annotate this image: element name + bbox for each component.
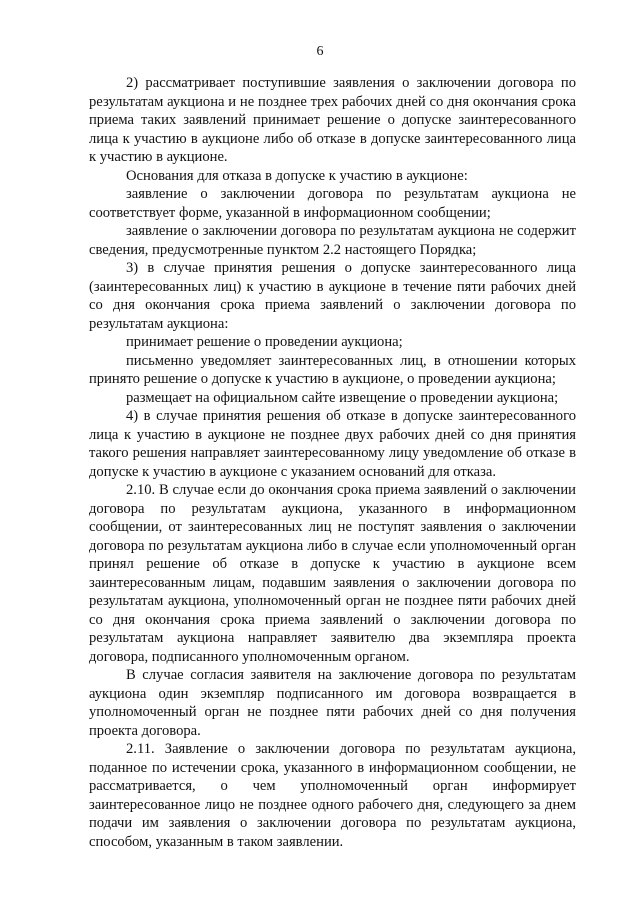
paragraph-section-2-10: 2.10. В случае если до окончания срока приема заявлений о заключении договора по результатам аукциона, указанного в информационном сообщении, от заинтересованных лиц не поступят заявления о заключении договора по результатам аукциона либо в случае если уполномоченный орган принял решение об отказе в допуске к участию в аукционе всем заинтересованным лицам, подавшим заявления о заключении договора по результатам аукциона, уполномоченный орган не позднее пяти рабочих дней со дня окончания срока приема заявлений о заключении договора по результатам аукциона направляет заявителю два экземпляра проекта договора, подписанного уполномоченным органом. (89, 482, 576, 665)
paragraph-item-2: 2) рассматривает поступившие заявления о заключении договора по результатам аукциона и не позднее трех рабочих дней со дня окончания срока приема таких заявлений принимает решение о допуске заинтересованного лица к участию в аукционе либо об отказе в допуске заинтересованного лица к участию в аукционе. (89, 75, 576, 165)
paragraph-consent: В случае согласия заявителя на заключение договора по результатам аукциона один экземпляр подписанного им договора возвращается в уполномоченный орган не позднее пяти рабочих дней со дня получения проекта договора. (89, 667, 576, 739)
paragraph-notify: письменно уведомляет заинтересованных лиц, в отношении которых принято решение о допуске к участию в аукционе, о проведении аукциона; (89, 352, 576, 387)
paragraph-publish: размещает на официальном сайте извещение о проведении аукциона; (126, 389, 559, 406)
paragraph-ground-content: заявление о заключении договора по результатам аукциона не содержит сведения, предусмотренные пунктом 2.2 настоящего Порядка; (89, 223, 576, 258)
document-body (89, 74, 576, 851)
paragraph-section-2-11: 2.11. Заявление о заключении договора по результатам аукциона, поданное по истечении срока, указанного в информационном сообщении, не рассматривается, о чем уполномоченный орган информирует заинтересованное лицо не позднее одного рабочего дня, следующего за днем подачи им заявления о заключении договора по результатам аукциона, способом, указанным в таком заявлении. (89, 741, 576, 850)
paragraph-refusal-grounds: Основания для отказа в допуске к участию в аукционе: (126, 167, 468, 184)
paragraph-item-3: 3) в случае принятия решения о допуске заинтересованного лица (заинтересованных лиц) к участию в аукционе в течение пяти рабочих дней со дня окончания срока приема заявлений о заключении договора по результатам аукциона: (89, 260, 576, 332)
paragraph-decision: принимает решение о проведении аукциона; (126, 334, 403, 350)
page-number: 6 (316, 44, 324, 59)
paragraph-ground-form: заявление о заключении договора по результатам аукциона не соответствует форме, указанной в информационном сообщении; (89, 186, 576, 221)
paragraph-item-4: 4) в случае принятия решения об отказе в допуске заинтересованного лица к участию в аукционе не позднее двух рабочих дней со дня принятия такого решения направляет заинтересованному лицу уведомление об отказе в допуске к участию в аукционе с указанием оснований для отказа. (89, 408, 576, 480)
